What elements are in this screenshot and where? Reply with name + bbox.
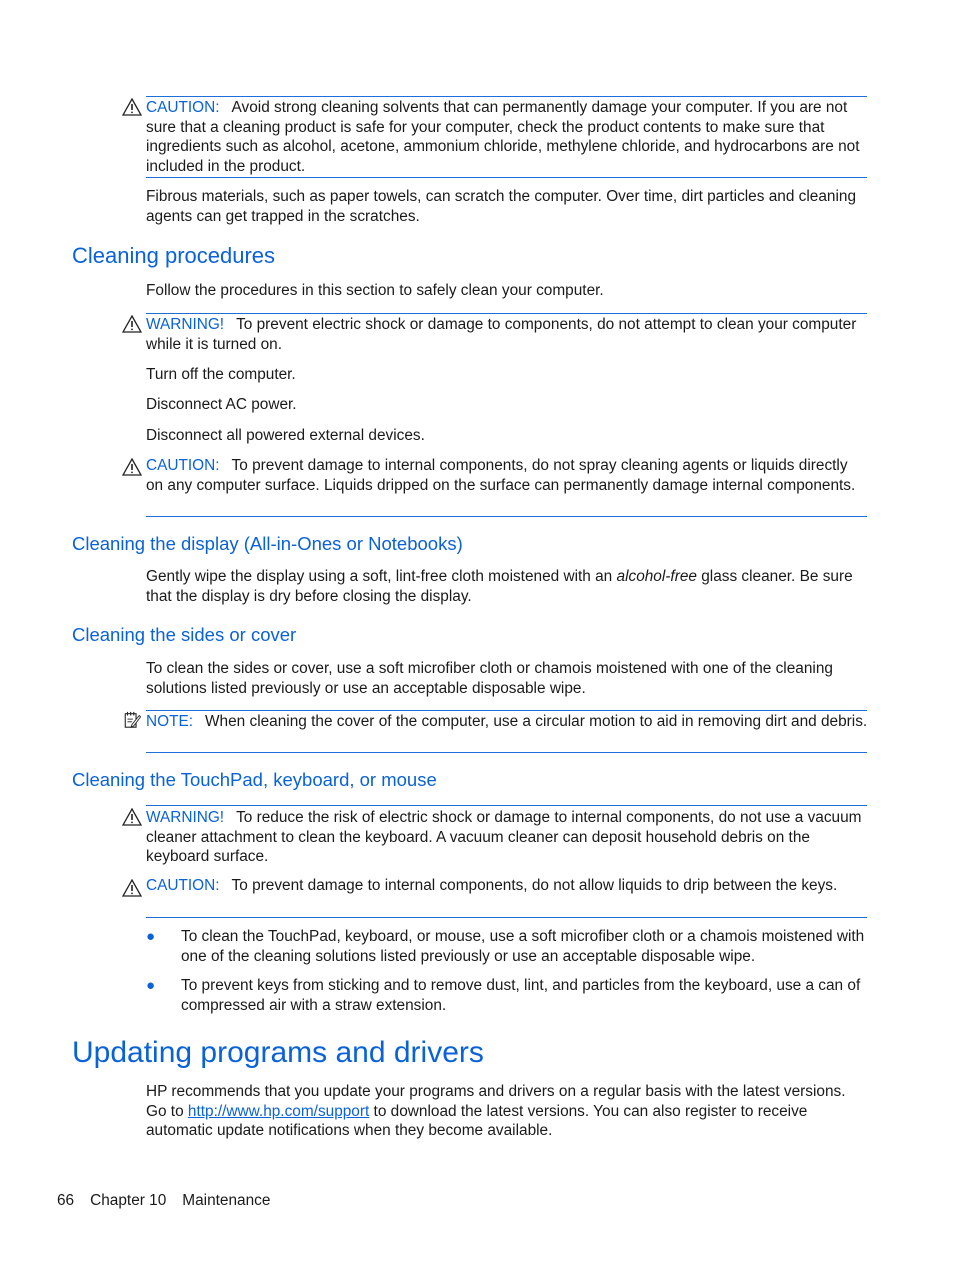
- note-text: When cleaning the cover of the computer, use a circular motion to aid in removing dirt and debris.: [205, 713, 868, 730]
- footer-chapter: Chapter 10: [90, 1192, 167, 1209]
- display-text-after: glass cleaner. Be sure that the display is dry before closing the display.: [146, 568, 853, 605]
- note-top-rule: [146, 710, 867, 711]
- page-footer: [57, 1191, 286, 1211]
- list-item: To prevent keys from sticking and to remove dust, lint, and particles from the keyboard, use a can of compressed air with a straw extension.: [181, 977, 861, 1014]
- procedures-intro: Follow the procedures in this section to safely clean your computer.: [146, 282, 604, 299]
- warning-triangle-icon: [122, 879, 142, 897]
- warning-top-rule: [146, 805, 867, 806]
- sides-paragraph: To clean the sides or cover, use a soft microfiber cloth or chamois moistened with one of the cleaning solutions listed previously or use an acceptable disposable wipe.: [146, 660, 833, 697]
- updating-paragraph: [146, 1082, 868, 1141]
- caution-top-rule: [146, 96, 867, 97]
- caution-notice: [146, 456, 868, 495]
- subsection-heading-display: Cleaning the display (All-in-Ones or Notebooks): [72, 533, 463, 554]
- step-disconnect-ac: Disconnect AC power.: [146, 396, 297, 413]
- display-paragraph: [146, 567, 868, 606]
- bullet-icon: ●: [146, 928, 156, 945]
- caution-label: CAUTION:: [146, 877, 220, 894]
- caution-bottom-rule: [146, 917, 867, 918]
- caution-text: Avoid strong cleaning solvents that can permanently damage your computer. If you are not sure that a cleaning product is safe for your computer, check the product contents to make sure that ingredients such as alcohol, acetone, ammonium chloride, methylene chloride, and hydrocarbons are not included in the product.: [146, 99, 860, 175]
- caution-text: To prevent damage to internal components, do not allow liquids to drip between the keys.: [231, 877, 838, 894]
- caution-notice: [146, 98, 868, 176]
- note-notice: [146, 712, 868, 732]
- display-text-before: Gently wipe the display using a soft, lint-free cloth moistened with an: [146, 568, 617, 585]
- caution-text: To prevent damage to internal components, do not spray cleaning agents or liquids directly on any computer surface. Liquids dripped on the surface can permanently damage internal components.: [146, 457, 856, 494]
- updating-text-after: to download the latest versions. You can also register to receive automatic update notifications when they become available.: [146, 1102, 808, 1140]
- display-text-italic: alcohol-free: [616, 568, 697, 585]
- note-bottom-rule: [146, 752, 867, 753]
- step-disconnect-devices: Disconnect all powered external devices.: [146, 427, 425, 444]
- hp-support-link[interactable]: http://www.hp.com/support: [187, 1102, 370, 1120]
- warning-label: WARNING!: [146, 809, 225, 826]
- warning-triangle-icon: [122, 458, 142, 476]
- section-heading-cleaning-procedures: Cleaning procedures: [72, 243, 276, 268]
- subsection-heading-sides: Cleaning the sides or cover: [72, 624, 297, 645]
- subsection-heading-touchpad: Cleaning the TouchPad, keyboard, or mouse: [72, 769, 437, 790]
- caution-label: CAUTION:: [146, 457, 220, 474]
- caution-bottom-rule: [146, 516, 867, 517]
- updating-text-before: HP recommends that you update your programs and drivers on a regular basis with the latest versions. Go to: [146, 1083, 846, 1120]
- warning-notice: [146, 315, 868, 354]
- list-item: To clean the TouchPad, keyboard, or mouse, use a soft microfiber cloth or a chamois moistened with one of the cleaning solutions listed previously or use an acceptable disposable wipe.: [181, 928, 865, 965]
- warning-text: To prevent electric shock or damage to components, do not attempt to clean your computer while it is turned on.: [146, 316, 857, 353]
- warning-top-rule: [146, 313, 867, 314]
- caution-label: CAUTION:: [146, 99, 220, 116]
- caution-notice: [146, 876, 868, 896]
- warning-triangle-icon: [122, 98, 142, 116]
- bullet-icon: ●: [146, 977, 156, 994]
- note-label: NOTE:: [146, 713, 194, 730]
- note-pad-icon: [122, 711, 142, 729]
- step-turn-off: Turn off the computer.: [146, 366, 296, 383]
- warning-triangle-icon: [122, 315, 142, 333]
- fibrous-paragraph: Fibrous materials, such as paper towels, can scratch the computer. Over time, dirt particles and cleaning agents can get trapped in the scratches.: [146, 188, 856, 225]
- chapter-heading-updating: Updating programs and drivers: [72, 1036, 484, 1069]
- warning-notice: [146, 808, 868, 867]
- warning-text: To reduce the risk of electric shock or damage to internal components, do not use a vacuum cleaner attachment to clean the keyboard. A vacuum cleaner can deposit household debris on the keyboard surface.: [146, 809, 862, 866]
- warning-label: WARNING!: [146, 316, 225, 333]
- footer-title: Maintenance: [182, 1192, 271, 1209]
- page-number: 66: [57, 1192, 75, 1209]
- warning-triangle-icon: [122, 808, 142, 826]
- caution-bottom-rule: [146, 177, 867, 178]
